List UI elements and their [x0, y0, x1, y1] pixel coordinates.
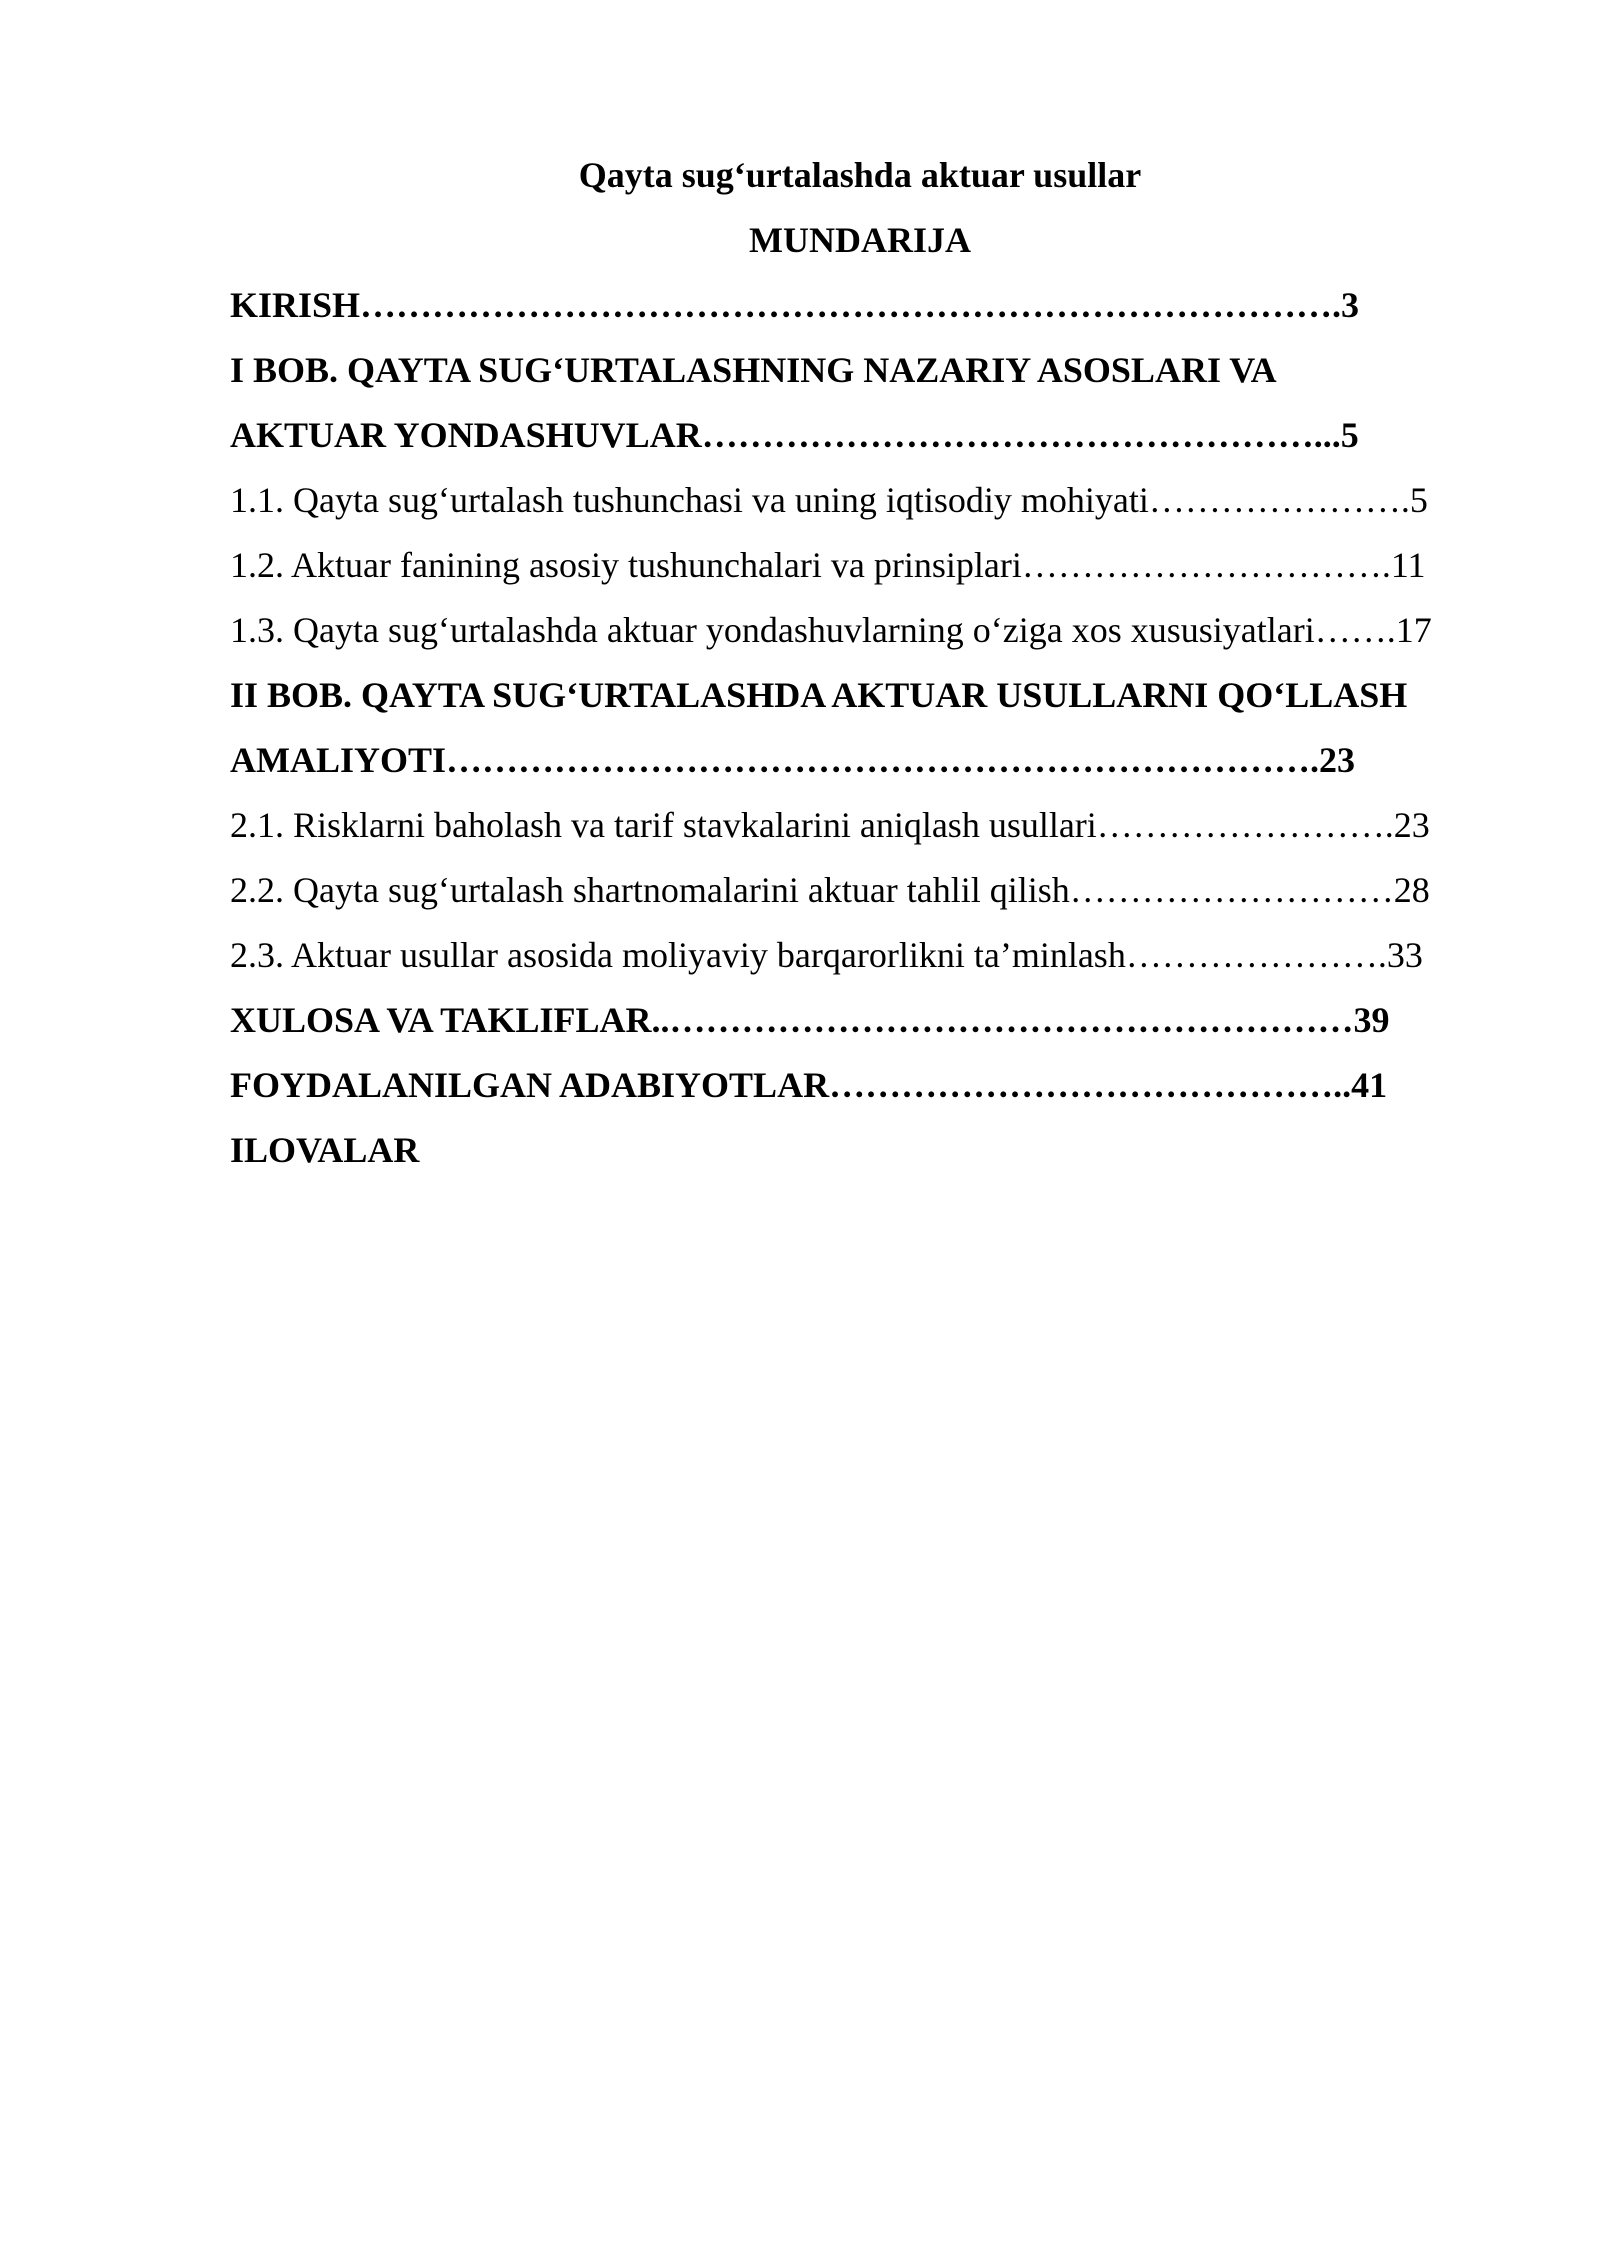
toc-entry-section-2-1: 2.1. Risklarni baholash va tarif stavkalarini aniqlash usullari…………………….23: [230, 805, 1430, 845]
toc-entry-appendices: ILOVALAR: [230, 1130, 420, 1170]
toc-entry-chapter-1-line-2: AKTUAR YONDASHUVLAR……………………………………………...5: [230, 415, 1359, 455]
toc-heading: MUNDARIJA: [749, 220, 971, 260]
toc-entry-conclusion: XULOSA VA TAKLIFLAR..…………………………………………………39: [230, 1000, 1390, 1040]
table-of-contents: [230, 281, 1490, 1191]
toc-entry-section-1-3: 1.3. Qayta sug‘urtalashda aktuar yondashuvlarning o‘ziga xos xususiyatlari…….17: [230, 610, 1432, 650]
toc-entry-chapter-2-line-2: AMALIYOTI……………………………………………………………….23: [230, 740, 1356, 780]
toc-entry-chapter-1-line-1: I BOB. QAYTA SUG‘URTALASHNING NAZARIY ASOSLARI VA: [230, 350, 1277, 390]
toc-entry-introduction: KIRISH……………………………………………………………………….3: [230, 285, 1360, 325]
toc-entry-references: FOYDALANILGAN ADABIYOTLAR……………………………………..41: [230, 1065, 1388, 1105]
toc-entry-section-1-1: 1.1. Qayta sug‘urtalash tushunchasi va uning iqtisodiy mohiyati………………….5: [230, 480, 1428, 520]
toc-entry-section-1-2: 1.2. Aktuar fanining asosiy tushunchalari va prinsiplari………………………….11: [230, 545, 1426, 585]
toc-entry-chapter-2-line-1: II BOB. QAYTA SUG‘URTALASHDA AKTUAR USULLARNI QO‘LLASH: [230, 675, 1408, 715]
toc-entry-section-2-3: 2.3. Aktuar usullar asosida moliyaviy barqarorlikni ta’minlash………………….33: [230, 935, 1423, 975]
toc-entry-section-2-2: 2.2. Qayta sug‘urtalash shartnomalarini aktuar tahlil qilish………………………28: [230, 870, 1430, 910]
document-title: Qayta sug‘urtalashda aktuar usullar: [578, 155, 1142, 195]
